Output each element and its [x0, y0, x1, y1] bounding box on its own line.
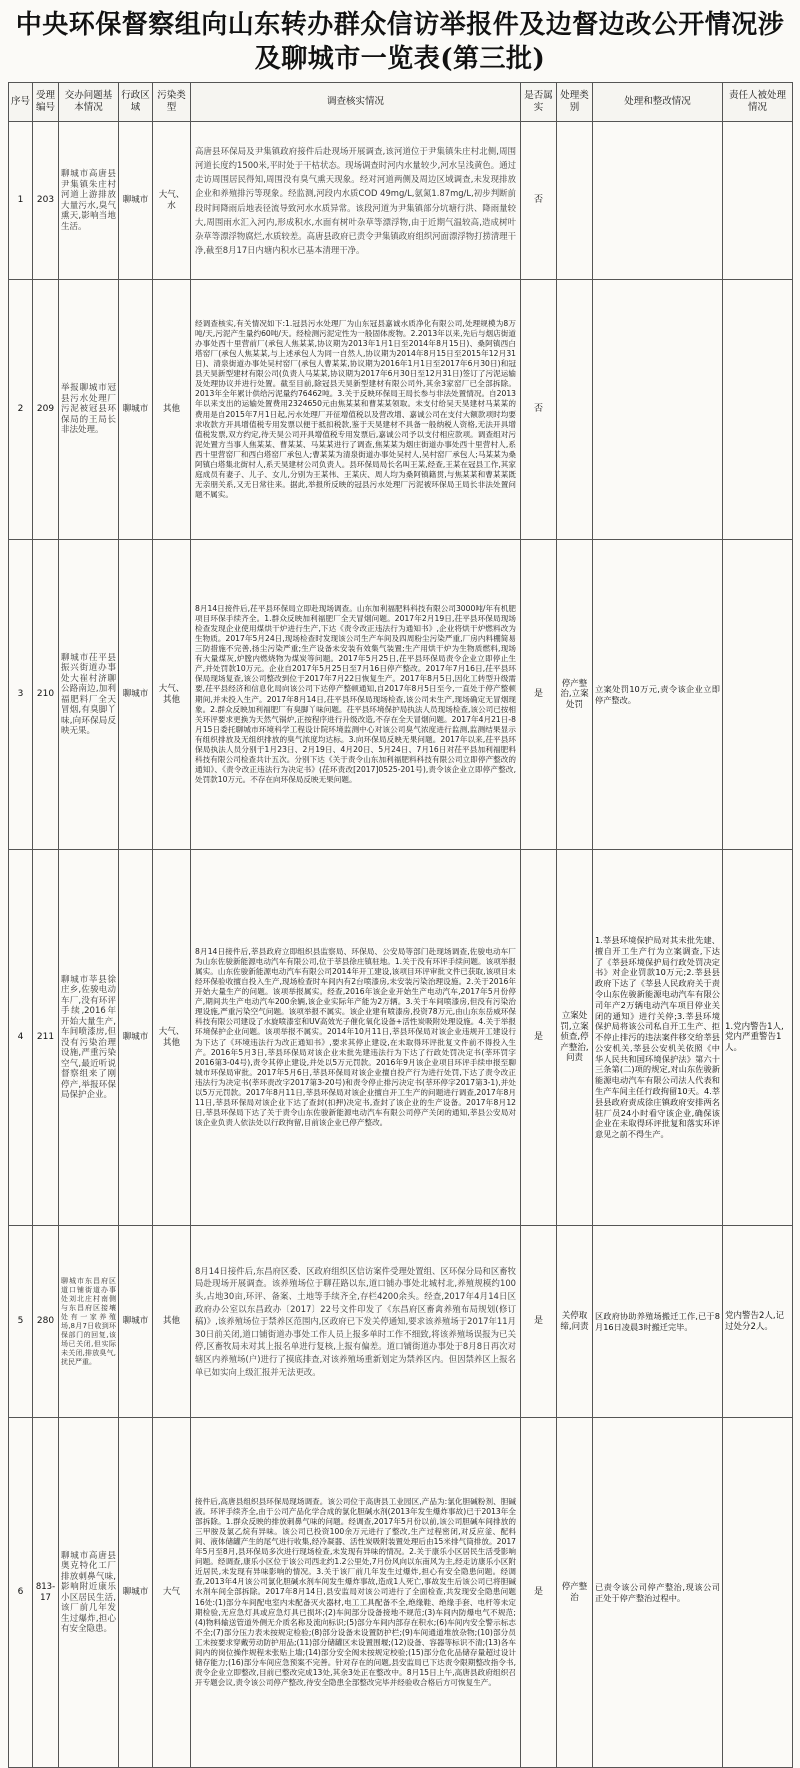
- cell-pollution: 其他: [153, 280, 191, 540]
- table-row: [9, 1418, 793, 1768]
- cell-accountability: [723, 122, 793, 280]
- document-title: 中央环保督察组向山东转办群众信访举报件及边督边改公开情况涉及聊城市一览表(第三批): [15, 10, 785, 74]
- cell-confirmed: 是: [521, 540, 557, 850]
- cell-region: 聊城市: [119, 540, 153, 850]
- cell-accountability: [723, 1418, 793, 1768]
- cell-code: 813-17: [33, 1418, 59, 1768]
- cell-seq: 1: [9, 122, 33, 280]
- header-verification: 调查核实情况: [191, 83, 521, 122]
- cell-seq: 2: [9, 280, 33, 540]
- cell-pollution: 大气、其他: [153, 850, 191, 1226]
- cell-confirmed: 否: [521, 122, 557, 280]
- table-header-row: [9, 83, 793, 122]
- cell-pollution: 大气、其他: [153, 540, 191, 850]
- cell-region: 聊城市: [119, 1226, 153, 1418]
- cell-accountability: 党内警告2人,记过处分2人。: [723, 1226, 793, 1418]
- table-row: [9, 122, 793, 280]
- cell-issue: 聊城市东昌府区道口铺街道办事处刘北庄村南侧与东昌府区接壤处有一家养殖场,8月7日收到环保部门的回复,该场已关闭,但实际未关闭,排放臭气,扰民严重。: [59, 1226, 119, 1418]
- cell-handling: 区政府协助养殖场搬迁工作,已于8月16日凌晨3时搬迁完毕。: [593, 1226, 723, 1418]
- cell-handling: 已责令该公司停产整治,现该公司正处于停产整治过程中。: [593, 1418, 723, 1768]
- cell-category: 立案处罚,立案侦查,停产整治,问责: [557, 850, 593, 1226]
- cell-seq: 6: [9, 1418, 33, 1768]
- cell-pollution: 其他: [153, 1226, 191, 1418]
- cell-handling: [593, 122, 723, 280]
- cell-seq: 5: [9, 1226, 33, 1418]
- header-confirmed: 是否属实: [521, 83, 557, 122]
- cell-pollution: 大气、水: [153, 122, 191, 280]
- cell-category: [557, 122, 593, 280]
- cell-verification: 经调查核实,有关情况如下:1.冠县污水处理厂为山东冠县嘉诚水质净化有限公司,处理规模为8万吨/天,污泥产生量约60吨/天。经检测污泥定性为一般固体废物。2.2013年以来,先后与烟店街道办事处西十里营前厂(承包人焦某某,协议期为2013年1月1日至2014年8月15日)、桑阿镇西白塔窑厂(承包人焦某某,与上述承包人为同一自然人,协议期为2014年8月15日至2015年12月31日)、清泉街道办事处吴村窑厂(承包人曹某某,协议期为2016年1月1日至2017年6月30日)和冠县天昊新型建材有限公司(负责人马某某,协议期为2017年6月30日至12月31日)签订了污泥运输及处理协议并进行处置。截至目前,除冠县天昊新型建材有限公司外,其余3家窑厂已全部拆除。2013年全年累计供给污泥量约76462吨。3.关于反映环保局王局长参与非法处置情况。自2013年以来支出的运输处置费用2324650元由焦某某和曹某某领取。未支付给吴天昊建材马某某的费用是自2015年7月1日起,污水处理厂开征增值税以及营改增、嘉诚公司在支付大额款项时均要求收款方开具增值税专用发票以便于抵扣税款,鉴于天昊建材不具备一般纳税人资格,无法开具增值税发票,双方约定,待天昊公司开具增值税专用发票后,嘉诚公司予以支付相应款项。调查组对污泥处置方当事人焦某某、曹某某、马某某进行了调查,焦某某为烟庄街道办事处西十里营村人,系西十里营窑厂和西白塔窑厂承包人;曹某某为清泉街道办事处吴村人,吴村窑厂承包人;马某某为桑阿镇白塔集北街村人,系天昊建材公司负责人。县环保局局长名叫王某,经查,王某在冠县工作,其家庭成员有妻子、儿子、女儿,分别为王某伟、王某庆、周人均为桑阿镇籍贯,与焦某某和曹某某既无亲朋关系,又无日常往来。据此,举报所反映的冠县污水处理厂污泥被环保局王局长非法处置问题不属实。: [191, 280, 521, 540]
- cell-confirmed: 是: [521, 1418, 557, 1768]
- cell-region: 聊城市: [119, 280, 153, 540]
- cell-verification: 8月14日接件后,东昌府区委、区政府组织区信访案件受理处置组、区环保分局和区畜牧局赴现场开展调查。该养殖场位于聊茌路以东,道口铺办事处北城村北,养殖规模约100头,占地30亩,环评、备案、土地等手续齐全,存栏4200余头。经查,2017年4月14日区政府办公室以东昌政办〔2017〕22号文件印发了《东昌府区畜禽养殖布局规划(修订稿)》,该养殖场位于禁养区范围内,区政府已下发关停通知,要求该养殖场于2017年11月30日前关闭,道口铺街道办事处工作人员上报多单时工作不细致,将该养殖场误报为已关停,区畜牧局未对其上报名单进行复核,上报有偏差。道口铺街道办事处于8月8日再次对辖区内养殖场(户)进行了摸底排查,对该养殖场重新划定为禁养区内。但因禁养区上报名单已如实向上级汇报并无法更改。: [191, 1226, 521, 1418]
- header-accountability: 责任人被处理情况: [723, 83, 793, 122]
- cell-handling: [593, 280, 723, 540]
- cell-code: 209: [33, 280, 59, 540]
- cell-category: 停产整治,立案处罚: [557, 540, 593, 850]
- cell-issue: 聊城市莘县徐庄乡,佐骏电动车厂,没有环评手续,2016年开始大量生产,车间喷漆房,但没有污染治理设施,严重污染空气,最近听说督察组来了刚停产,举报环保局保护企业。: [59, 850, 119, 1226]
- cell-category: 关停取缔,问责: [557, 1226, 593, 1418]
- cell-accountability: 1.党内警告1人,党内严重警告1人。: [723, 850, 793, 1226]
- table-row: [9, 1226, 793, 1418]
- cell-code: 280: [33, 1226, 59, 1418]
- complaint-table: [8, 82, 793, 1768]
- cell-accountability: [723, 540, 793, 850]
- cell-issue: 聊城市高唐县尹集镇朱庄村河道上游排放大量污水,臭气熏天,影响当地生活。: [59, 122, 119, 280]
- cell-confirmed: 是: [521, 1226, 557, 1418]
- table-row: [9, 280, 793, 540]
- header-handling: 处理和整改情况: [593, 83, 723, 122]
- cell-issue: 聊城市茌平县振兴街道办事处大崔村济聊公路南边,加利福肥料厂全天冒烟,有臭脚丫味,向环保局反映无果。: [59, 540, 119, 850]
- cell-region: 聊城市: [119, 1418, 153, 1768]
- cell-pollution: 大气: [153, 1418, 191, 1768]
- cell-code: 203: [33, 122, 59, 280]
- cell-verification: 8月14日接件后,茌平县环保局立即赴现场调查。山东加利福肥料科技有限公司3000吨/年有机肥项目环保手续齐全。1.群众反映加利福肥厂全天冒烟问题。2017年2月19日,茌平县环保局现场检查发现企业使用煤烘干炉进行生产,下达《责令改正违法行为通知书》,企业将烘干炉燃料改为生物质。2017年5月24日,现场检查时发现该公司生产车间及四周粉尘污染严重,厂房内料棚简易三防措施不完善,扬尘污染严重;生产设备未安装有效集气装置;生产用烘干炉为生物质燃料,现场有大量煤灰,炉膛内燃烧物为煤炭等问题。2017年5月25日,茌平县环保局责令企业立即停止生产,并处罚款10万元。企业自2017年5月25日至7月16日停产整改。2017年7月16日,茌平县环保局现场复查,该公司整改到位于2017年7月22日恢复生产。2017年8月5日,因化工转型升级需要,茌平县经济和信息化局向该公司下达停产整顿通知,自2017年8月5日至今,一直处于停产整顿期间,并未投入生产。2017年8月14日,茌平县环保局现场检查,该公司未生产,现场确定无冒烟现象。2.群众反映加利福肥厂有臭脚丫味问题。茌平县环境保护局执法人员现场检查,该公司已按相关环评要求更换为天然气锅炉,正按程序进行升级改造,不存在全天冒烟问题。2017年4月21日-8月15日委托聊城市环境科学工程设计院环境监测中心对该公司臭气浓度进行监测,监测结果显示有组织排放及无组织排放的臭气浓度均达标。3.向环保局反映无果问题。2017年以来,茌平县环保局执法人员分别于1月23日、2月19日、4月20日、5月24日、7月16日对茌平县加利福肥料科技有限公司检查共计五次。分别下达《关于责令山东加利福肥料科技有限公司立即停产整改的通知》、《责令改正违法行为决定书》(茌环责改[2017]0525-201号),责令该企业立即停产整改,处罚款10万元。不存在向环保局反映无果问题。: [191, 540, 521, 850]
- cell-category: [557, 280, 593, 540]
- cell-confirmed: 是: [521, 850, 557, 1226]
- cell-category: 停产整治: [557, 1418, 593, 1768]
- cell-region: 聊城市: [119, 850, 153, 1226]
- cell-verification: 高唐县环保局及尹集镇政府接件后赴现场开展调查,该河道位于尹集镇朱庄村北侧,周围河道长度约1500米,平时处于干枯状态。现场调查时河内水量较少,河水呈浅黄色。通过走访周围居民得知,周围没有臭气熏天现象。经对河道两侧及周边区域调查,未发现排放企业和养殖排污等现象。经监测,河段内水质COD 49mg/L,氨氮1.87mg/L,初步判断前段时间降雨后地表径流导致河水水质异常。该段河道为尹集镇部分坑塘行洪、降雨量较大,周围雨水汇入河内,形成积水,水面有树叶杂草等漂浮物,由于近期气温较高,造成树叶杂草等漂浮物腐烂,水质较差。高唐县政府已责令尹集镇政府组织河面漂浮物打捞清理干净,截至8月17日内塘内积水已基本清理干净。: [191, 122, 521, 280]
- cell-verification: 8月14日接件后,莘县政府立即组织县监察局、环保局、公安局等部门赴现场调查,佐骏电动车厂为山东佐骏新能源电动汽车有限公司,位于莘县徐庄镇驻地。1.关于没有环评手续问题。该项举报属实。山东佐骏新能源电动汽车有限公司2014年开工建设,该项目环评审批文件已获取,该项目未经环保验收擅自投入生产,现场检查时车间内有2台喷漆房,未安装污染治理设施。2.关于2016年开始大量生产的问题。该项举报属实。经查,2016年该企业开始生产电动汽车,2017年5月份停产,期间共生产电动汽车200余辆,该企业实际年产能为2万辆。3.关于车间喷漆房,但没有污染治理设施,严重污染空气问题。该项举报不属实。该企业建有喷漆房,投资78万元,由山东东岳威环保科技有限公司建设了水旋喷漆室和UV高效光子催化氧化设备+活性炭吸附处理设施。4.关于举报环境保护企业问题。该项举报不属实。2014年10月11日,莘县环保局对该企业违规开工建设行为下达了《环境违法行为改正通知书》,要求其停止建设,在未取得环评批复文件前不得投入生产。2016年5月3日,莘县环保局对该企业未批先建违法行为下达了行政处罚决定书(莘环罚字2016第3-04号),责令其停止建设,并处以5万元罚款。2016年9月该企业项目环评手续申报至聊城市环保局审批。2017年5月6日,莘县环保局对该企业擅自投产行为进行处罚,下达了责令改正违法行为决定书(莘环责改字2017第3-20号)和责令停止排污决定书(莘环停字2017第3-1),并处以5万元罚款。2017年8月11日,莘县环保局对该企业擅自开工生产的问题进行调查,2017年8月11日,莘县环保局对该企业下达了查封(扣押)决定书,查封了该企业的生产设备。2017年8月12日,莘县环保局下达了关于责令山东佐骏新能源电动汽车有限公司停产关闭的通知,莘县公安局对该企业负责人依法处以行政拘留,目前该企业已停产整改。: [191, 850, 521, 1226]
- header-seq: 序号: [9, 83, 33, 122]
- cell-region: 聊城市: [119, 122, 153, 280]
- header-pollution: 污染类型: [153, 83, 191, 122]
- header-region: 行政区域: [119, 83, 153, 122]
- cell-code: 210: [33, 540, 59, 850]
- cell-verification: 接件后,高唐县组织县环保局现场调查。该公司位于高唐县工业园区,产品为:氯化胆碱粉剂、胆碱液。环评手续齐全,由于公司产品化学合成的氯化胆碱水剂(2013年发生爆炸事故)已于2013年全部拆除。1.群众反映的排放刺鼻气味的问题。经调查,2017年5月份以前,该公司胆碱车间排放的三甲胺及氯乙烷有异味。该公司已投资100余万元进行了整改,生产过程密闭,对反应釜、配料间、液体储罐产生的尾气进行收集,经冷凝器、活性炭吸附装置处理后由15米排气筒排放。2017年5月至8月,县环保局多次进行现场检查,未发现有异味的情况。2.关于康乐小区居民生活受影响问题。经调查,康乐小区位于该公司西北约1.2公里处,7月份风向以东南风为主,经走访康乐小区附近居民,未发现有异味影响的情况。3.关于该厂前几年发生过爆炸,担心有安全隐患问题。经调查,2013年4月该公司氯化胆碱水剂车间发生爆炸事故,造成1人死亡,事故发生后该公司已将胆碱水剂车间全部拆除。2017年8月14日,县安监局对该公司进行了全面检查,共发现安全隐患问题16处:(1)部分车间配电室内未配备灭火器材,电工工具配备不全,绝缘鞋、绝缘手套、电杆等未定期检验,无应急灯具或应急灯具已损坏;(2)车间部分设备接地不规范;(3)车间内防爆电气不规范;(4)物料输送管道外侧无介质名称及流向标识;(5)部分车间内部存在积水;(6)车间内安全警示标志不全;(7)部分压力表未按规定检验;(8)部分设备未设置防护栏;(9)车间通道堆放杂物;(10)部分员工未按要求穿戴劳动防护用品;(11)部分储罐区未设置围堰;(12)设备、容器等标识不清;(13)各车间内的岗位操作规程未张贴上墙;(14)部分安全阀未按规定校验;(15)部分危化品储存量超过设计储存能力;(16)部分车间应急预案不完善。针对存在的问题,县安监局已下达责令限期整改指令书,责令企业立即整改,目前已整改完成13处,其余3处正在整改中。8月15日上午,高唐县政府组织召开专题会议,责令该公司停产整改,待安全隐患全部整改完毕并经验收合格后方可恢复生产。: [191, 1418, 521, 1768]
- header-code: 受理编号: [33, 83, 59, 122]
- cell-issue: 聊城市高唐县奥克特化工厂排放刺鼻气味,影响附近康乐小区居民生活,该厂前几年发生过爆炸,担心有安全隐患。: [59, 1418, 119, 1768]
- cell-handling: 1.莘县环境保护局对其未批先建、擅自开工生产行为立案调查,下达了《莘县环境保护局行政处罚决定书》对企业罚款10万元;2.莘县县政府下达了《莘县人民政府关于责令山东佐骏新能源电动汽车有限公司年产2万辆电动汽车项目停业关闭的通知》进行关停;3.莘县环境保护局将该公司私自开工生产、拒不停止排污的违法案件移交给莘县公安机关,莘县公安机关依照《中华人民共和国环境保护法》第六十三条第(二)项的规定,对山东佐骏新能源电动汽车有限公司法人代表和生产车间主任行政拘留10天。4.莘县县政府责成徐庄镇政府安排两名驻厂员24小时看守该企业,确保该企业在未取得环评批复和落实环评意见之前不得生产。: [593, 850, 723, 1226]
- cell-accountability: [723, 280, 793, 540]
- table-row: [9, 540, 793, 850]
- cell-seq: 4: [9, 850, 33, 1226]
- cell-issue: 举报聊城市冠县污水处理厂污泥被冠县环保局的王局长非法处理。: [59, 280, 119, 540]
- header-category: 处理类别: [557, 83, 593, 122]
- cell-handling: 立案处罚10万元,责令该企业立即停产整改。: [593, 540, 723, 850]
- cell-confirmed: 否: [521, 280, 557, 540]
- cell-seq: 3: [9, 540, 33, 850]
- header-issue: 交办问题基本情况: [59, 83, 119, 122]
- table-row: [9, 850, 793, 1226]
- cell-code: 211: [33, 850, 59, 1226]
